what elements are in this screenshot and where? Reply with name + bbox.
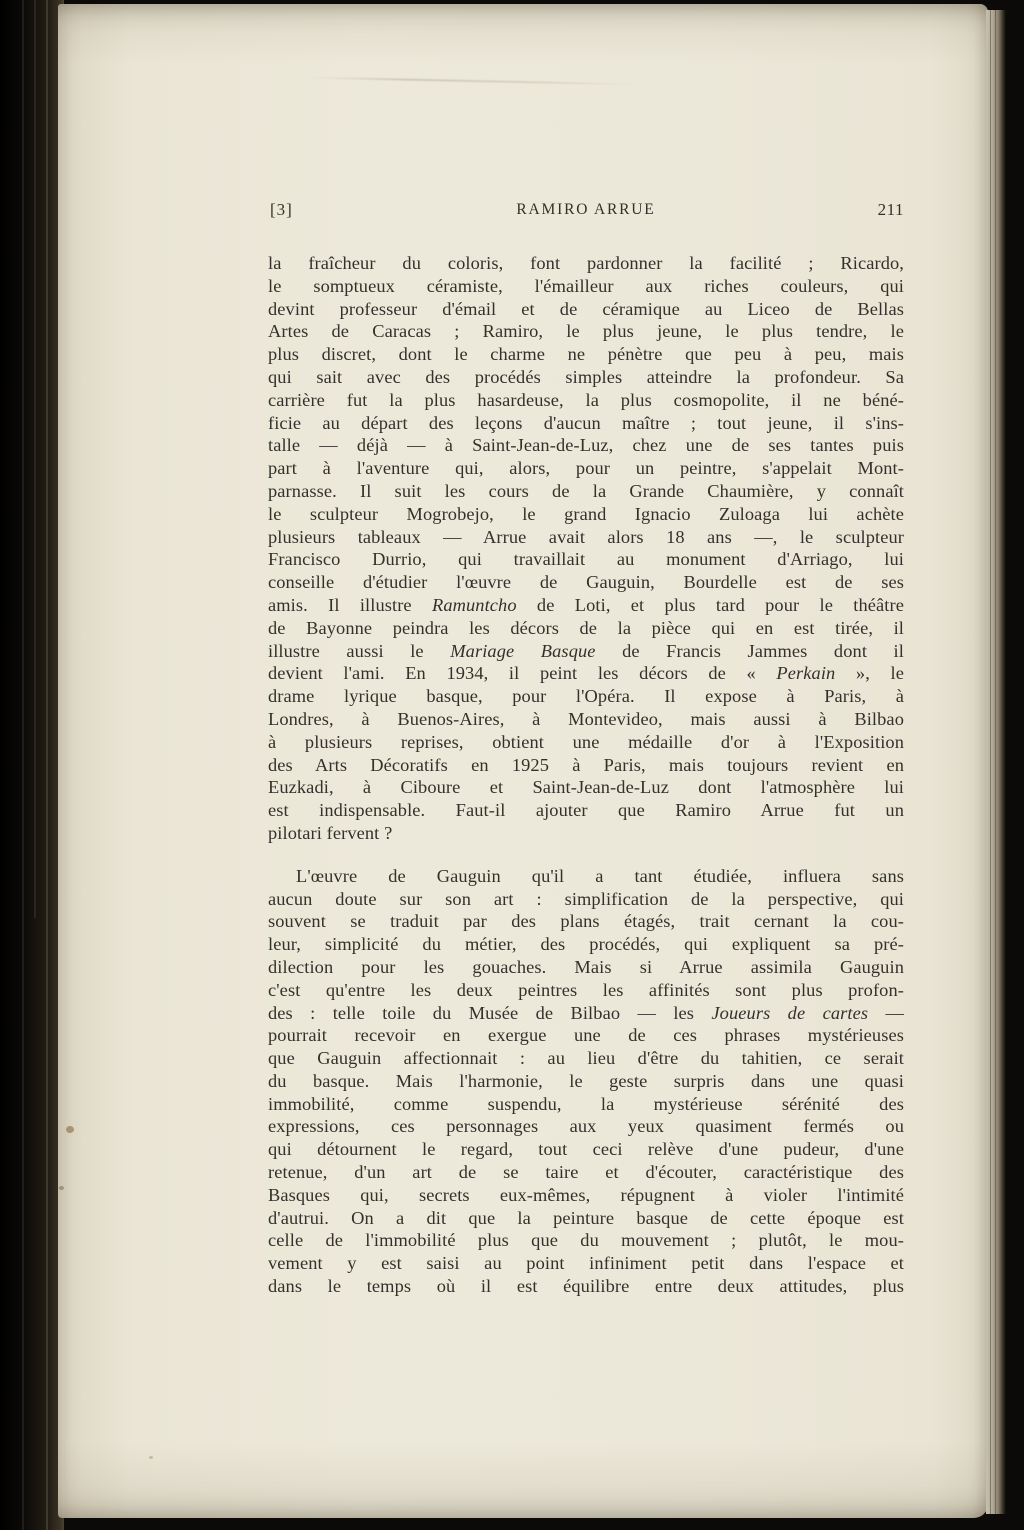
plain-text: le somptueux céramiste, l'émailleur aux riches couleurs, qui (268, 275, 904, 296)
text-line (268, 1115, 904, 1138)
plain-text: expressions, ces personnages aux yeux quasiment fermés ou (268, 1116, 904, 1137)
text-line (268, 979, 904, 1002)
text-line (268, 1002, 904, 1025)
text-line (268, 480, 904, 503)
plain-text: Basques qui, secrets eux-mêmes, répugnent à violer l'intimité (268, 1184, 904, 1205)
plain-text: souvent se traduit par des plans étagés, trait cernant la cou- (268, 911, 904, 932)
page-number: 211 (877, 200, 904, 219)
text-line (268, 888, 904, 911)
plain-text: des Arts Décoratifs en 1925 à Paris, mais toujours revient en (268, 754, 904, 775)
text-line (268, 822, 904, 845)
text-line (268, 662, 904, 685)
text-line (268, 571, 904, 594)
page-edge-line (22, 0, 24, 1530)
text-line (268, 1161, 904, 1184)
plain-text: d'autrui. On a dit que la peinture basque de cette époque est (268, 1207, 904, 1228)
plain-text: talle — déjà — à Saint-Jean-de-Luz, chez une de ses tantes puis (268, 435, 904, 456)
text-block (268, 200, 904, 1298)
plain-text: Euzkadi, à Ciboure et Saint-Jean-de-Luz dont l'atmosphère lui (268, 777, 904, 798)
plain-text: plus discret, dont le charme ne pénètre que peu à peu, mais (268, 344, 904, 365)
text-line (268, 503, 904, 526)
text-line (268, 594, 904, 617)
text-line (268, 617, 904, 640)
text-line (268, 865, 904, 888)
plain-text: qui sait avec des procédés simples atteindre la profondeur. Sa (268, 366, 904, 387)
paragraph (268, 865, 904, 1298)
text-line (268, 1047, 904, 1070)
plain-text: à plusieurs reprises, obtient une médaille d'or à l'Exposition (268, 731, 904, 752)
plain-text: conseille d'étudier l'œuvre de Gauguin, Bourdelle est de ses (268, 572, 904, 593)
running-title: RAMIRO ARRUE (516, 201, 656, 218)
text-line (268, 1070, 904, 1093)
text-line (268, 434, 904, 457)
plain-text: c'est qu'entre les deux peintres les affinités sont plus profon- (268, 979, 904, 1000)
plain-text: dilection pour les gouaches. Mais si Arrue assimila Gauguin (268, 956, 904, 977)
plain-text: devint professeur d'émail et de céramique au Liceo de Bellas (268, 298, 904, 319)
text-line (268, 754, 904, 777)
plain-text: leur, simplicité du métier, des procédés, qui expliquent sa pré- (268, 934, 904, 955)
plain-text: devient l'ami. En 1934, il peint les décors de « (268, 663, 777, 684)
text-line (268, 1184, 904, 1207)
plain-text: drame lyrique basque, pour l'Opéra. Il expose à Paris, à (268, 686, 904, 707)
italic-text: Mariage Basque (450, 640, 596, 661)
page-edge-line (46, 0, 48, 1530)
plain-text: plusieurs tableaux — Arrue avait alors 18 ans —, le sculpteur (268, 526, 904, 547)
italic-text: Perkain (776, 663, 836, 684)
text-line (268, 366, 904, 389)
text-line (268, 685, 904, 708)
italic-text: Ramuntcho (431, 594, 517, 615)
plain-text: amis. Il illustre (268, 594, 432, 615)
text-line (268, 933, 904, 956)
plain-text: de Francis Jammes dont il (595, 640, 904, 661)
text-line (268, 1252, 904, 1275)
plain-text: aucun doute sur son art : simplification de la perspective, qui (268, 888, 904, 909)
page-edge-line (995, 10, 996, 1514)
page-edge-line (34, 0, 36, 918)
text-line (268, 457, 904, 480)
plain-text: ficie au départ des leçons d'aucun maître ; tout jeune, il s'ins- (268, 412, 904, 433)
plain-text: du basque. Mais l'harmonie, le geste surpris dans une quasi (268, 1070, 904, 1091)
text-line (268, 776, 904, 799)
paper-crease (308, 77, 638, 86)
text-line (268, 708, 904, 731)
plain-text: la fraîcheur du coloris, font pardonner la facilité ; Ricardo, (268, 253, 904, 273)
text-line (268, 731, 904, 754)
page-stack-edge (986, 10, 1006, 1514)
text-line (268, 298, 904, 321)
text-body (268, 252, 904, 1298)
text-line (268, 956, 904, 979)
plain-text: », le (835, 663, 904, 684)
text-line (268, 275, 904, 298)
plain-text: part à l'aventure qui, alors, pour un peintre, s'appelait Mont- (268, 458, 904, 479)
plain-text: dans le temps où il est équilibre entre deux attitudes, plus (268, 1276, 904, 1297)
text-line (268, 252, 904, 275)
text-line (268, 1229, 904, 1252)
text-line (268, 1275, 904, 1298)
text-line (268, 389, 904, 412)
text-line (268, 1138, 904, 1161)
plain-text: parnasse. Il suit les cours de la Grande Chaumière, y connaît (268, 480, 904, 501)
text-line (268, 526, 904, 549)
foxing-speck (149, 1456, 153, 1459)
text-line (268, 1093, 904, 1116)
plain-text: carrière fut la plus hasardeuse, la plus cosmopolite, il ne béné- (268, 389, 904, 410)
plain-text: Artes de Caracas ; Ramiro, le plus jeune, le plus tendre, le (268, 321, 904, 342)
text-line (268, 910, 904, 933)
plain-text: Londres, à Buenos-Aires, à Montevideo, mais aussi à Bilbao (268, 708, 904, 729)
running-header (268, 200, 904, 222)
text-line (268, 799, 904, 822)
text-line (268, 548, 904, 571)
book-gutter-edge (0, 0, 64, 1530)
text-line (268, 320, 904, 343)
plain-text: L'œuvre de Gauguin qu'il a tant étudiée, influera sans (296, 865, 904, 886)
plain-text: vement y est saisi au point infiniment petit dans l'espace et (268, 1253, 904, 1274)
plain-text: illustre aussi le (268, 640, 451, 661)
foxing-speck (59, 1186, 64, 1190)
text-line (268, 1024, 904, 1047)
plain-text: pilotari fervent ? (268, 822, 393, 843)
plain-text: des : telle toile du Musée de Bilbao — les (268, 1002, 712, 1023)
plain-text: le sculpteur Mogrobejo, le grand Ignacio Zuloaga lui achète (268, 503, 904, 524)
plain-text: qui détournent le regard, tout ceci relève d'une pudeur, d'une (268, 1139, 904, 1160)
text-line (268, 640, 904, 663)
folio-left: [3] (270, 200, 293, 219)
plain-text: immobilité, comme suspendu, la mystérieuse sérénité des (268, 1093, 904, 1114)
plain-text: Francisco Durrio, qui travaillait au monument d'Arriago, lui (268, 549, 904, 570)
page-edge-line (990, 10, 991, 1514)
plain-text: pourrait recevoir en exergue une de ces phrases mystérieuses (268, 1025, 904, 1046)
plain-text: — (868, 1002, 904, 1023)
plain-text: que Gauguin affectionnait : au lieu d'être du tahitien, ce serait (268, 1048, 904, 1069)
plain-text: celle de l'immobilité plus que du mouvement ; plutôt, le mou- (268, 1230, 904, 1251)
italic-text: Joueurs de cartes (711, 1002, 869, 1023)
text-line (268, 343, 904, 366)
plain-text: retenue, d'un art de se taire et d'écouter, caractéristique des (268, 1162, 904, 1183)
foxing-speck (66, 1126, 74, 1133)
plain-text: est indispensable. Faut-il ajouter que Ramiro Arrue fut un (268, 800, 904, 821)
paragraph (268, 252, 904, 845)
text-line (268, 412, 904, 435)
text-line (268, 1207, 904, 1230)
plain-text: de Loti, et plus tard pour le théâtre (516, 594, 904, 615)
plain-text: de Bayonne peindra les décors de la pièce qui en est tirée, il (268, 617, 904, 638)
book-page (58, 4, 988, 1518)
